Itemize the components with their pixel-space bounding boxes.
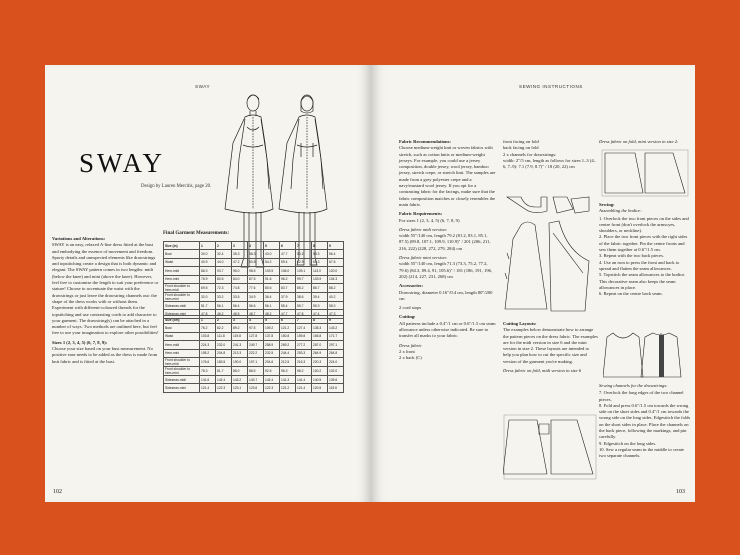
- table-cell: 171.7: [328, 332, 344, 340]
- table-cell: 87.5: [248, 275, 264, 283]
- byline: Design by Lauren Mercitis, page 20.: [141, 184, 212, 189]
- sewing-step: 4. Use an iron to press the front and back to spread and flatten the seam allowances.: [599, 259, 680, 271]
- table-cell: 197.1: [248, 357, 264, 366]
- table-row: [164, 366, 344, 375]
- table-cell: 232.5: [264, 349, 280, 357]
- table-header-cell: 9: [328, 242, 344, 250]
- table-row-label: Hem-mini: [164, 349, 200, 357]
- table-cell: 37.9: [280, 292, 296, 301]
- table-cell: 232.0: [216, 341, 232, 349]
- table-header-cell: 3: [232, 316, 248, 324]
- table-cell: 46.2: [216, 310, 232, 318]
- bodice-diagram: [603, 329, 687, 381]
- sewing-step: 10. Sew a regular seam in the middle to create two separate channels.: [599, 446, 684, 459]
- channels-section: [599, 383, 691, 460]
- table-cell: 113.0: [312, 267, 328, 275]
- table-cell: 80.6: [264, 283, 280, 292]
- table-row-label: Front shoulder to hem-midi: [164, 357, 200, 366]
- table-cell: 95.0: [232, 267, 248, 275]
- midi-label: Dress fabric midi version:: [399, 226, 448, 232]
- cutting-layouts-text: The examples below demonstrate how to arrange the pattern pieces on the dress fabric. The examples are for the midi version in size 6 and the mini version in size 2. These layouts are intended to help you plan how to cut the specific size and version of the garment you're making.: [503, 327, 598, 364]
- cord-stops: 2 cord stops: [399, 305, 422, 311]
- table-cell: 56.4: [328, 250, 344, 258]
- table-cell: 139.6: [328, 375, 344, 383]
- table-cell: 121.4: [296, 384, 312, 392]
- table-cell: 297.1: [328, 341, 344, 349]
- table-cell: 143.2: [232, 375, 248, 383]
- front-count: 2 x front: [399, 348, 415, 354]
- table-row: [164, 267, 344, 275]
- table-row: [164, 258, 344, 266]
- table-cell: 80.6: [216, 275, 232, 283]
- table-cell: 103.9: [264, 267, 280, 275]
- table-row: [164, 349, 344, 357]
- table-cell: 51.7: [200, 301, 216, 309]
- table-header-row: [164, 242, 344, 250]
- table-header-cell: 9: [328, 316, 344, 324]
- table-cell: 224.3: [200, 341, 216, 349]
- table-header-cell: 6: [280, 316, 296, 324]
- right-page: [371, 65, 695, 502]
- table-cell: 119.6: [328, 384, 344, 392]
- left-page: [45, 65, 371, 502]
- cutting-layouts-section: [503, 321, 598, 377]
- table-cell: 241.3: [232, 341, 248, 349]
- table-header-cell: 1: [200, 316, 216, 324]
- table-cell: 142.4: [264, 375, 280, 383]
- table-cell: 127.4: [296, 324, 312, 332]
- table-cell: 98.2: [296, 366, 312, 375]
- table-header-cell: 5: [264, 316, 280, 324]
- table-cell: 33.2: [216, 292, 232, 301]
- table-cell: 204.6: [264, 357, 280, 366]
- variations-heading: Variations and Alterations:: [52, 236, 106, 241]
- table-cell: 47.8: [200, 310, 216, 318]
- fabric-heading: Fabric Recommendations:: [399, 139, 451, 144]
- table-row: [164, 324, 344, 332]
- table-cell: 190.0: [232, 357, 248, 366]
- table-cell: 103.9: [312, 275, 328, 283]
- table-cell: 40.2: [328, 292, 344, 301]
- sewing-step: 1. Overlock the two front pieces on the sides and centre front (don't overlock the armscyes, shoulders, or neckline).: [599, 215, 689, 234]
- mini-text: width 55"/140 cm, length 71.3 (73.3, 75.2, 77.2, 79.6) (84.3, 89.4, 91, 105.6)" / 181 (186, 191, 196, 202) (214, 227, 231, 268) cm: [399, 261, 493, 279]
- cutting-heading: Cutting:: [399, 314, 416, 320]
- variations-text: SWAY is an easy, relaxed A-line dress fitted at the bust and embodying the essence of movement and freedom. Sporty details and unexpected elements like drawstrings and topstitching create a design that is both dynamic and elegant. The SWAY pattern comes in two lengths: midi (below the knee) and mini (above the knee). However, feel free to customise the length to suit your preference or stature! Choose to accentuate the waist with the drawstrings or just leave the drawstring channels out: the shape of the dress works with or without them. Experiment with different-coloured threads for the topstitching and use contrasting cords to add character to your garment. The drawstring(s) can be attached in a number of ways. Two methods are outlined here, but feel free to use your imagination to explore other possibilities!: [52, 242, 159, 336]
- table-cell: 62.9: [296, 258, 312, 266]
- table-row: [164, 357, 344, 366]
- table-cell: 102.0: [328, 366, 344, 375]
- cutting-layouts-heading: Cutting Layouts:: [503, 321, 537, 326]
- table-cell: 119.8: [232, 332, 248, 340]
- table-cell: 143.2: [328, 324, 344, 332]
- cutting-column-top: [503, 139, 598, 170]
- table-header-cell: 8: [312, 316, 328, 324]
- sewing-heading: Sewing:: [599, 202, 615, 207]
- table-cell: 55.3: [312, 301, 328, 309]
- table-cell: 48.7: [248, 310, 264, 318]
- running-header-right: SEWING INSTRUCTIONS: [519, 84, 583, 89]
- table-cell: 142.4: [216, 375, 232, 383]
- table-cell: 98.5: [248, 267, 264, 275]
- table-row-label: Sidesean-mini: [164, 310, 200, 318]
- table-cell: 78.3: [200, 366, 216, 375]
- sewing-step: 8. Fold and press 0.6"/1.5 cm towards the wrong side on the short sides and 0.4"/1 cm towards the wrong side on the long sides. Edgestitch the folds on the short sides in place. Place the channels on the back piece, following the markings, and pin carefully.: [599, 402, 691, 440]
- table-cell: 91.6: [264, 275, 280, 283]
- running-header-left: SWAY: [195, 84, 211, 89]
- table-cell: 72.3: [216, 283, 232, 292]
- table-cell: 122.3: [264, 384, 280, 392]
- cutting-layout-mini: [601, 149, 689, 197]
- table-row-label: Hem-mini: [164, 275, 200, 283]
- table-cell: 47.2: [232, 258, 248, 266]
- page-number-right: 103: [676, 489, 685, 495]
- layout-caption-midi: Dress fabric on fold, midi version in size 6: [503, 368, 582, 374]
- table-cell: 121.2: [280, 384, 296, 392]
- table-cell: 104.3: [328, 275, 344, 283]
- table-cell: 46.5: [232, 310, 248, 318]
- table-cell: 96.2: [280, 275, 296, 283]
- table-cell: 47.7: [280, 250, 296, 258]
- sewing-step: 6. Repeat on the centre back seam.: [599, 291, 663, 297]
- table-cell: 150.8: [280, 332, 296, 340]
- table-cell: 216.3: [296, 357, 312, 366]
- table-cell: 120.5: [312, 384, 328, 392]
- table-row-label: Front shoulder to hem-mini: [164, 366, 200, 375]
- table-cell: 69.5: [200, 283, 216, 292]
- table-cell: 89.2: [232, 324, 248, 332]
- table-cell: 55.7: [296, 301, 312, 309]
- table-cell: 93.7: [216, 267, 232, 275]
- table-cell: 141.3: [280, 375, 296, 383]
- fabric-text: Choose medium-weight knit or woven fabrics with stretch, such as cotton knits or medium-weight jerseys. For example, you could use a jersey composition, double jersey, wool jersey, bamboo jersey, stretch crepe, or stretch linit. The samples are made from a grey polyester crepe and a navy/mustard wool jersey. If you opt for a contrasting fabric for the facings, make sure that the fabric composition matches or closely resembles the main fabric.: [399, 145, 496, 207]
- table-cell: 33.5: [232, 292, 248, 301]
- table-cell: 96.3: [280, 366, 296, 375]
- table-header-cell: 6: [280, 242, 296, 250]
- table-cell: 50.2: [296, 250, 312, 258]
- table-row: [164, 250, 344, 258]
- table-cell: 213.3: [232, 349, 248, 357]
- table-cell: 39.4: [312, 292, 328, 301]
- table-cell: 99.7: [296, 275, 312, 283]
- table-cell: 44.0: [216, 258, 232, 266]
- table-cell: 85.0: [232, 366, 248, 375]
- table-cell: 47.4: [312, 310, 328, 318]
- table-cell: 109.2: [264, 324, 280, 332]
- table-cell: 224.0: [328, 357, 344, 366]
- sewing-step: 2. Place the two front pieces with the right sides of the fabric together. Pin the centre fronts and sew them together at 0.6"/1.5 cm.: [599, 234, 688, 253]
- table-cell: 50.5: [248, 258, 264, 266]
- table-cell: 55.4: [280, 301, 296, 309]
- table-cell: 86.7: [312, 283, 328, 292]
- table-cell: 35.3: [232, 250, 248, 258]
- table-row-label: Hem-midi: [164, 341, 200, 349]
- table-cell: 55.0: [328, 301, 344, 309]
- col2-line: 2 x channels for drawstrings:: [503, 151, 557, 157]
- table-cell: 141.4: [296, 375, 312, 383]
- table-header-cell: 4: [248, 316, 264, 324]
- table-header-cell: Size (cm): [164, 316, 200, 324]
- table-row: [164, 275, 344, 283]
- table-cell: 258.9: [264, 341, 280, 349]
- table-header-cell: 5: [264, 242, 280, 250]
- table-cell: 34.9: [248, 292, 264, 301]
- measurements-table-cm: [163, 315, 344, 393]
- sewing-section: [599, 202, 691, 297]
- table-row: [164, 384, 344, 392]
- col2-line: width: 2"/5 cm, length as follows for sizes 1–3 (4–6, 7–9): 7.1 (7.9, 8.7)" / 18 (20, 22) cm: [503, 157, 596, 170]
- table-cell: 43.0: [264, 250, 280, 258]
- table-cell: 32.4: [216, 250, 232, 258]
- table-row-label: Sidesean-mini: [164, 384, 200, 392]
- table-cell: 54.2: [264, 258, 280, 266]
- table-cell: 135.3: [312, 324, 328, 332]
- table-cell: 244.4: [280, 349, 296, 357]
- table-cell: 47.3: [328, 310, 344, 318]
- table-cell: 253.3: [296, 349, 312, 357]
- table-cell: 77.6: [248, 283, 264, 292]
- accessories-heading: Accessories:: [399, 283, 423, 289]
- table-cell: 212.5: [280, 357, 296, 366]
- measurements-table-inches: [163, 241, 344, 319]
- table-header-cell: 2: [216, 242, 232, 250]
- table-cell: 140.5: [312, 375, 328, 383]
- table-cell: 88.3: [200, 267, 216, 275]
- table-row-label: Front shoulder to hem-midi: [164, 283, 200, 292]
- table-cell: 121.2: [280, 324, 296, 332]
- table-cell: 143.7: [248, 375, 264, 383]
- table-header-cell: 1: [200, 242, 216, 250]
- table-cell: 56.1: [264, 301, 280, 309]
- table-row-label: Sidesean-midi: [164, 301, 200, 309]
- col2-line: back facing on fold: [503, 145, 539, 151]
- table-cell: 120.0: [328, 267, 344, 275]
- table-cell: 85.2: [296, 283, 312, 292]
- col2-line: front facing on fold: [503, 139, 539, 144]
- table-cell: 264.9: [312, 349, 328, 357]
- table-cell: 53.3: [312, 250, 328, 258]
- table-cell: 59.4: [280, 258, 296, 266]
- table-cell: 76.9: [200, 275, 216, 283]
- table-cell: 88.5: [248, 366, 264, 375]
- table-row-label: Bust: [164, 250, 200, 258]
- table-cell: 176.6: [200, 357, 216, 366]
- accessories-text: Drawstring, diameter 0.16"/0.4 cm, length 80"/200 cm: [399, 289, 493, 301]
- table-cell: 222.2: [248, 349, 264, 357]
- assembling-label: Assembling the bodice:: [599, 208, 642, 214]
- table-cell: 127.8: [248, 332, 264, 340]
- table-cell: 264.8: [328, 349, 344, 357]
- table-cell: 183.5: [216, 357, 232, 366]
- table-cell: 48.2: [264, 310, 280, 318]
- table-cell: 36.4: [264, 292, 280, 301]
- variations-section: [52, 236, 159, 368]
- table-cell: 56.4: [232, 301, 248, 309]
- table-cell: 56.6: [248, 301, 264, 309]
- requirements-heading: Fabric Requirements:: [399, 211, 443, 217]
- table-cell: 97.5: [248, 324, 264, 332]
- table-row: [164, 375, 344, 383]
- table-cell: 76.2: [200, 324, 216, 332]
- table-cell: 269.2: [280, 341, 296, 349]
- page-title: SWAY: [79, 148, 166, 178]
- table-cell: 103.8: [200, 332, 216, 340]
- sewing-step: 7. Overlock the long edges of the two channel pieces.: [599, 390, 684, 402]
- table-cell: 106.0: [280, 267, 296, 275]
- table-title: Final Garment Measurements:: [163, 231, 230, 236]
- table-row-label: Front shoulder to hem-mini: [164, 292, 200, 301]
- table-cell: 195.2: [200, 349, 216, 357]
- sewing-step: 3. Repeat with the two back pieces.: [599, 253, 665, 259]
- midi-text: width 55"/140 cm, length 79.2 (81.2, 83.1, 85.1, 87.5) (89.8, 107.1, 109.9, 110.9)" / 201 (206, 211, 216, 222) (228, 272, 279, 284) cm: [399, 233, 491, 251]
- table-cell: 249.7: [248, 341, 264, 349]
- table-cell: 67.6: [328, 258, 344, 266]
- table-cell: 159.8: [296, 332, 312, 340]
- table-cell: 137.8: [264, 332, 280, 340]
- table-row: [164, 301, 344, 309]
- table-cell: 74.8: [232, 283, 248, 292]
- table-cell: 141.6: [200, 375, 216, 383]
- table-header-cell: 7: [296, 242, 312, 250]
- table-cell: 123.6: [248, 384, 264, 392]
- table-row-label: Waist: [164, 258, 200, 266]
- table-cell: 82.2: [216, 324, 232, 332]
- table-row: [164, 292, 344, 301]
- dress-fabric-label: Dress fabric: [399, 342, 422, 348]
- table-cell: 100.2: [312, 366, 328, 375]
- table-cell: 83.7: [280, 283, 296, 292]
- cutting-text: All patterns include a 0.4"/1 cm or 0.6"/1.5 cm seam allowance unless otherwise indicated. Be sure to transfer all marks to your fabric.: [399, 320, 496, 339]
- table-cell: 88.2: [328, 283, 344, 292]
- sizes-text: Choose your size based on your bust measurement. No positive ease needs to be added as the dress is made from knit fabric and is fitted at the bust.: [52, 346, 158, 364]
- table-header-cell: 2: [216, 316, 232, 324]
- cutting-layout-midi: [503, 414, 597, 480]
- table-cell: 109.1: [296, 267, 312, 275]
- table-header-row: [164, 316, 344, 324]
- pattern-pieces-diagram: [501, 193, 597, 319]
- table-cell: 38.3: [248, 250, 264, 258]
- table-row: [164, 283, 344, 292]
- table-row: [164, 332, 344, 340]
- sizes-heading: Sizes 1 (2, 3, 4, 5) (6, 7, 8, 9):: [52, 339, 108, 345]
- requirements-sizes: For sizes 1 (2, 3, 4, 5) (6, 7, 8, 9): [399, 217, 460, 223]
- page-number-left: 102: [53, 489, 62, 495]
- table-cell: 123.1: [232, 384, 248, 392]
- table-cell: 47.7: [280, 310, 296, 318]
- table-cell: 84.0: [232, 275, 248, 283]
- mini-label: Dress fabric mini version:: [399, 255, 448, 261]
- table-cell: 30.0: [200, 250, 216, 258]
- channels-caption: Sewing channels for the drawstrings:: [599, 383, 668, 388]
- table-cell: 220.3: [312, 357, 328, 366]
- table-cell: 111.8: [216, 332, 232, 340]
- table-cell: 81.7: [216, 366, 232, 375]
- table-cell: 65.3: [312, 258, 328, 266]
- table-header-cell: 4: [248, 242, 264, 250]
- table-header-cell: Size (in): [164, 242, 200, 250]
- table-header-cell: 8: [312, 242, 328, 250]
- layout-caption-mini: Dress fabric on fold, mini version in size 2:: [599, 139, 679, 144]
- table-cell: 122.3: [216, 384, 232, 392]
- table-cell: 47.8: [296, 310, 312, 318]
- table-cell: 165.8: [312, 332, 328, 340]
- table-row-label: Hem-midi: [164, 267, 200, 275]
- table-header-cell: 3: [232, 242, 248, 250]
- table-cell: 121.4: [200, 384, 216, 392]
- table-cell: 277.2: [296, 341, 312, 349]
- table-cell: 40.9: [200, 258, 216, 266]
- sewing-step: 9. Edgestitch on the long sides.: [599, 440, 657, 446]
- sewing-step: 5. Topstitch the seam allowances to the bodice. This decorative seam also keeps the seam allowances in place.: [599, 272, 686, 290]
- table-row-label: Sidesean-midi: [164, 375, 200, 383]
- materials-column: [399, 139, 497, 365]
- table-row: [164, 341, 344, 349]
- table-cell: 32.0: [200, 292, 216, 301]
- table-row-label: Bust: [164, 324, 200, 332]
- table-header-cell: 7: [296, 316, 312, 324]
- table-cell: 204.8: [216, 349, 232, 357]
- table-cell: 92.5: [264, 366, 280, 375]
- table-cell: 38.6: [296, 292, 312, 301]
- table-cell: 56.1: [216, 301, 232, 309]
- table-row-label: Waist: [164, 332, 200, 340]
- back-count: 2 x back (C): [399, 355, 422, 361]
- table-cell: 287.0: [312, 341, 328, 349]
